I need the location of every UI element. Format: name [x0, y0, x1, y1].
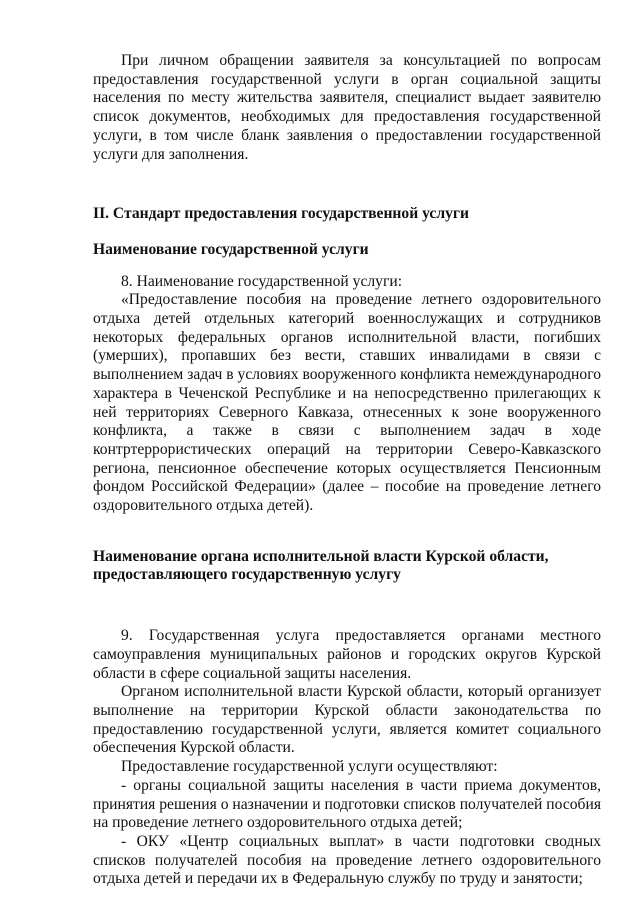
document-page [93, 52, 601, 889]
organizer-paragraph: Органом исполнительной власти Курской области, который организует выполнение на территории Курской области законодательства по предоставлению государственной услуги, является комитет социального обеспечения Курской области. [93, 683, 601, 757]
section-title: II. Стандарт предоставления государственной услуги [93, 205, 469, 223]
authority-heading-line-2: предоставляющего государственную услугу [93, 566, 401, 584]
item-9-text: 9. Государственная услуга предоставляется органами местного самоуправления муниципальных районов и городских округов Курской области в сфере социальной защиты населения. [93, 627, 601, 682]
authority-heading-line-1: Наименование органа исполнительной власти Курской области, [93, 547, 549, 565]
item-8-title: 8. Наименование государственной услуги: [121, 272, 403, 290]
service-name-heading: Наименование государственной услуги [93, 240, 369, 258]
intro-paragraph: При личном обращении заявителя за консультацией по вопросам предоставления государственной услуги в орган социальной защиты населения по месту жительства заявителя, специалист выдает заявителю список документов, необходимых для предоставления государственной услуги, в том числе бланк заявления о предоставлении государственной услуги для заполнения. [93, 52, 601, 163]
providers-title: Предоставление государственной услуги осуществляют: [121, 758, 498, 776]
provider-item-1: - органы социальной защиты населения в части приема документов, принятия решения о назначении и подготовки списков получателей пособия на проведение летнего оздоровительного отдыха детей; [93, 776, 601, 832]
item-8-text: «Предоставление пособия на проведение летнего оздоровительного отдыха детей отдельных категорий военнослужащих и сотрудников некоторых федеральных органов исполнительной власти, погибших (умерших), пропавших без вести, ставших инвалидами в связи с выполнением задач в условиях вооруженного конфликта немеждународного характера в Чеченской Республике и на непосредственно прилегающих к ней территориях Северного Кавказа, отнесенных к зоне вооруженного конфликта, а также в связи с выполнением задач в ходе контртеррористических операций на территории Северо-Кавказского региона, пенсионное обеспечение которых осуществляется Пенсионным фондом Российской Федерации» (далее – пособие на проведение летнего оздоровительного отдыха детей). [93, 291, 601, 515]
provider-item-2: - ОКУ «Центр социальных выплат» в части подготовки сводных списков получателей пособия на проведение летнего оздоровительного отдыха детей и передачи их в Федеральную службу по труду и занятости; [93, 832, 601, 888]
